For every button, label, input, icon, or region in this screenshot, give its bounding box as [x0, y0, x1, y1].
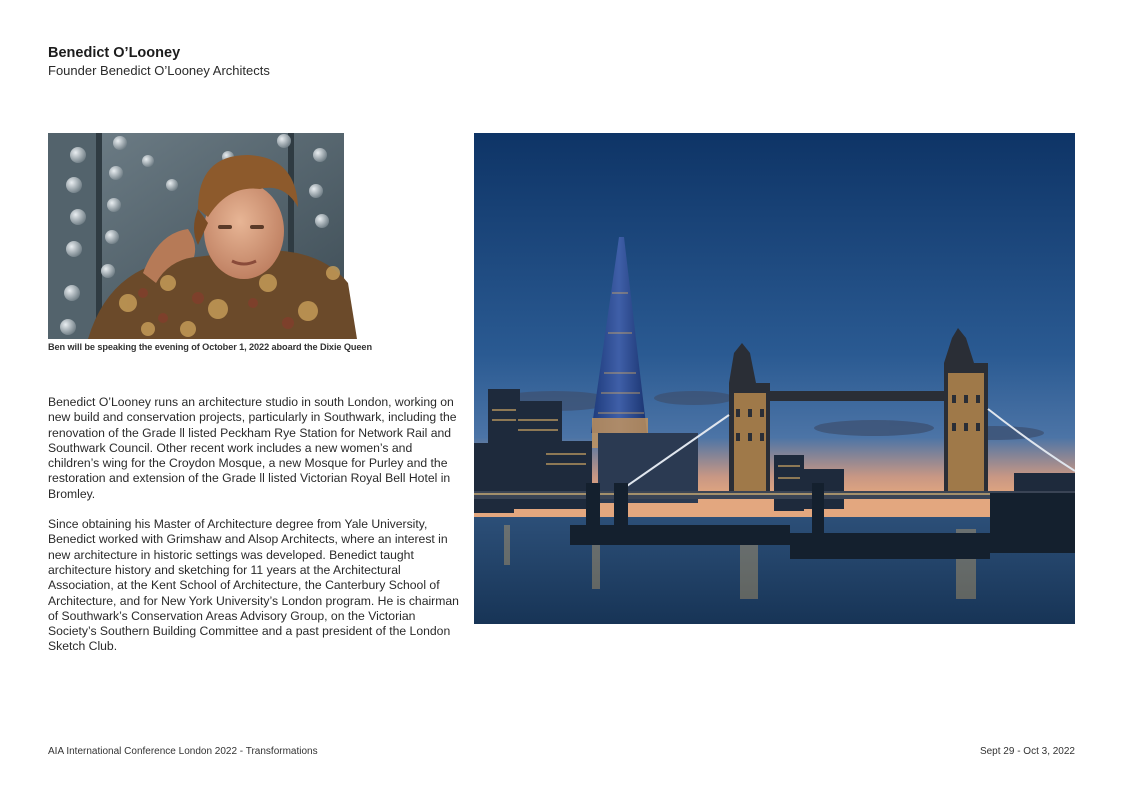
speaker-portrait-photo: [48, 133, 357, 339]
footer-conference: AIA International Conference London 2022 - Transformations: [48, 746, 318, 757]
tower-bridge-photo: [474, 133, 1075, 624]
portrait-caption: Ben will be speaking the evening of October 1, 2022 aboard the Dixie Queen: [48, 342, 372, 352]
biography: [48, 395, 460, 670]
bio-paragraph: Benedict O’Looney runs an architecture studio in south London, working on new build and conservation projects, particularly in Southwark, including the renovation of the Grade ll listed Peckham Rye Station for Network Rail and Southwark Council. Other recent work includes a new women’s and children’s wing for the Croydon Mosque, a new Mosque for Purley and the restoration and extension of the Grade ll listed Victorian Royal Bell Hotel in Bromley.: [48, 395, 457, 501]
footer-dates: Sept 29 - Oct 3, 2022: [979, 746, 1075, 757]
speaker-name: Benedict O’Looney: [48, 45, 181, 61]
bio-paragraph: Since obtaining his Master of Architecture degree from Yale University, Benedict worked with Grimshaw and Alsop Architects, where an interest in new architecture in historic settings was developed. Benedict taught architecture history and sketching for 11 years at the Architectural Association, at the Kent School of Architecture, the Canterbury School of Architecture, and for New York University’s London program. He is chairman of Southwark’s Conservation Areas Advisory Group, on the Victorian Society’s Southern Building Committee and a past president of the London Sketch Club.: [48, 517, 459, 654]
speaker-role: Founder Benedict O’Looney Architects: [48, 63, 270, 78]
